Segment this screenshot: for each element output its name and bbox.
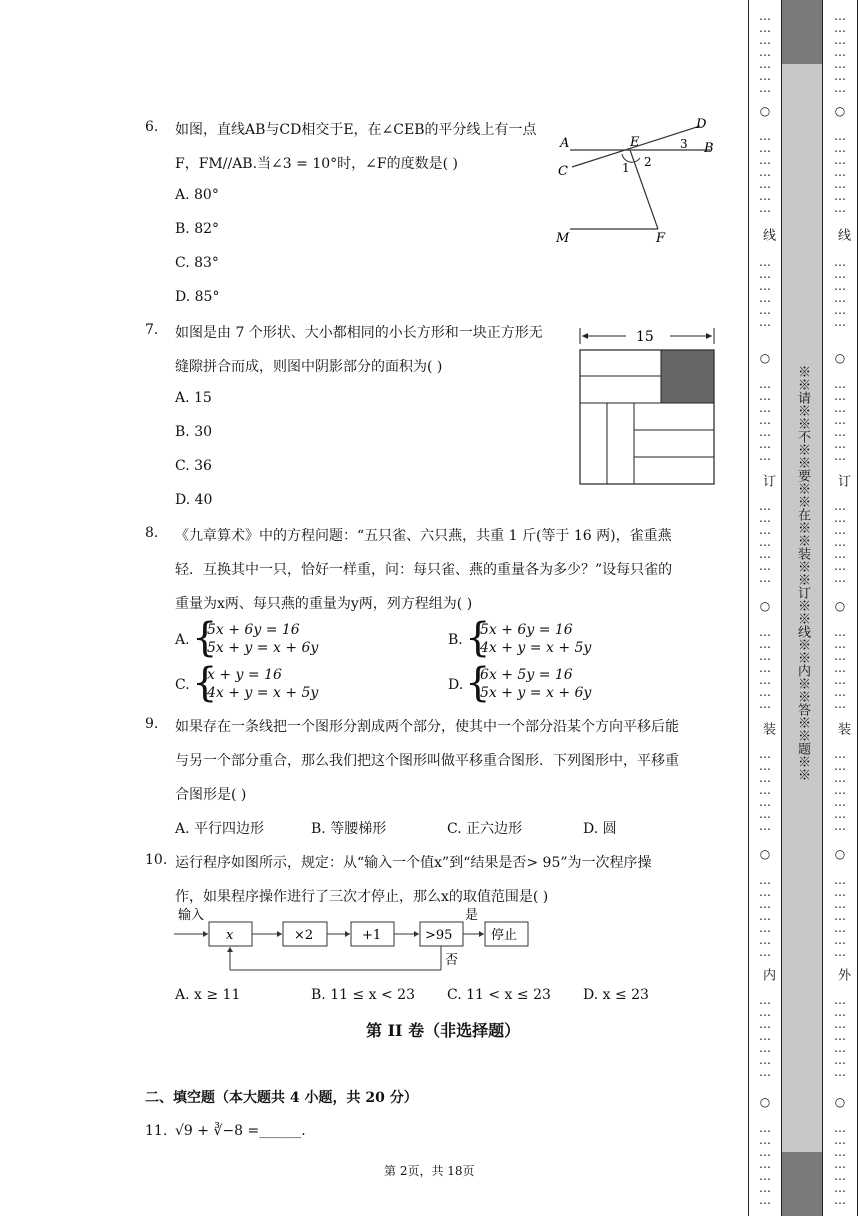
option-d: D. x ≤ 23 — [583, 987, 649, 1003]
section-heading: 二、填空题（本大题共 4 小题，共 20 分） — [145, 1090, 418, 1106]
label-ding: 订 — [760, 474, 775, 487]
question-text: 缝隙拼合而成，则图中阴影部分的面积为( ) — [175, 359, 443, 375]
option-b: B. 等腰梯形 — [311, 821, 387, 837]
flow-stop-box: 停止 — [491, 928, 518, 943]
option-d: D. 85° — [175, 289, 220, 305]
q10-flowchart — [172, 906, 532, 978]
option-b: B. 11 ≤ x < 23 — [311, 987, 415, 1003]
question-text: 《九章算术》中的方程问题：“五只雀、六只燕，共重 1 斤(等于 16 两)，雀重燕 — [175, 528, 672, 544]
label-a: A — [560, 136, 570, 151]
flow-yes-label: 是 — [465, 908, 479, 923]
question-number: 10. — [145, 852, 168, 868]
question-number: 6. — [145, 119, 159, 135]
width-label: 15 — [636, 329, 654, 345]
option-d: D. 圆 — [583, 821, 617, 837]
circle-marker: ○ — [759, 1095, 771, 1109]
q7-rectangle-figure — [578, 322, 718, 488]
question-text: 运行程序如图所示，规定：从“输入一个值x”到“结果是否> 95”为一次程序操 — [175, 855, 652, 871]
label-ding: 订 — [835, 474, 850, 487]
option-b: B. 30 — [175, 424, 213, 440]
option-b: B. 82° — [175, 221, 220, 237]
label-b: B — [704, 141, 714, 156]
circle-marker: ○ — [759, 104, 771, 118]
label-zhuang: 装 — [835, 722, 850, 735]
label-wai: 外 — [835, 968, 850, 981]
question-text: F，FM//AB.当∠3 = 10°时，∠F的度数是( ) — [175, 156, 458, 172]
label-angle-1: 1 — [622, 161, 630, 175]
circle-marker: ○ — [834, 351, 846, 365]
question-text: 作，如果程序操作进行了三次才停止，那么x的取值范围是( ) — [175, 889, 549, 905]
question-number: 9. — [145, 716, 159, 732]
inner-binding-column: … … … … … … … ○ … … … … … … … 线 … … … … … … ○ … … … … … … … 订 … … … … … … … ○ … … … … … … … 装 … … … … … … … ○ … … … … … … … 内 … … … … … … … ○ … … … … … … … — [748, 0, 782, 1216]
option-c: C. 正六边形 — [447, 821, 523, 837]
circle-marker: ○ — [759, 351, 771, 365]
label-m: M — [556, 231, 570, 246]
flow-no-label: 否 — [445, 953, 459, 968]
question-text: 合图形是( ) — [175, 787, 247, 803]
label-f: F — [656, 231, 666, 246]
label-angle-3: 3 — [680, 137, 688, 151]
question-text: 与另一个部分重合，那么我们把这个图形叫做平移重合图形．下列图形中，平移重 — [175, 753, 679, 769]
flow-x-box: x — [226, 928, 234, 943]
label-xian: 线 — [760, 228, 775, 241]
option-a: A. 80° — [175, 187, 219, 203]
band-cap-bottom — [782, 1152, 822, 1216]
question-text: 如果存在一条线把一个图形分割成两个部分，使其中一个部分沿某个方向平移后能 — [175, 719, 679, 735]
q6-geometry-figure — [550, 112, 720, 252]
flow-plus1-box: +1 — [362, 928, 382, 943]
label-xian: 线 — [835, 228, 850, 241]
circle-marker: ○ — [834, 599, 846, 613]
circle-marker: ○ — [759, 599, 771, 613]
question-number: 8. — [145, 525, 159, 541]
option-a: A. x ≥ 11 — [175, 987, 241, 1003]
flow-input-label: 输入 — [178, 908, 205, 923]
option-d: D. 40 — [175, 492, 213, 508]
question-text: √9 + ∛−8 =______. — [175, 1123, 306, 1139]
circle-marker: ○ — [834, 104, 846, 118]
option-c: C. 83° — [175, 255, 219, 271]
option-c: C. 36 — [175, 458, 212, 474]
circle-marker: ○ — [834, 847, 846, 861]
question-text: 轻．互换其中一只，恰好一样重，问：每只雀、燕的重量各为多少？”设每只雀的 — [175, 562, 673, 578]
label-c: C — [558, 164, 568, 179]
flow-gt95-box: >95 — [425, 928, 453, 943]
option-a: A. 15 — [175, 390, 212, 406]
label-zhuang: 装 — [760, 722, 775, 735]
label-angle-2: 2 — [644, 155, 652, 169]
outer-binding-column: … … … … … … … ○ … … … … … … … 线 … … … … … … ○ … … … … … … … 订 … … … … … … … ○ … … … … … … … 装 … … … … … … … ○ … … … … … … … 外 … … … … … … … ○ … … … … … … … — [822, 0, 858, 1216]
no-answer-warning: ※※请※※不※※要※※在※※装※※订※※线※※内※※答※※题※※ — [795, 365, 810, 781]
option-a: A. 平行四边形 — [175, 821, 265, 837]
label-nei: 内 — [760, 968, 775, 981]
part2-title: 第 II 卷（非选择题） — [366, 1021, 521, 1040]
label-e: E — [630, 135, 640, 150]
band-cap-top — [782, 0, 822, 64]
circle-marker: ○ — [759, 847, 771, 861]
question-text: 如图，直线AB与CD相交于E，在∠CEB的平分线上有一点 — [175, 122, 537, 138]
label-d: D — [696, 117, 707, 132]
question-text: 如图是由 7 个形状、大小都相同的小长方形和一块正方形无 — [175, 325, 543, 341]
circle-marker: ○ — [834, 1095, 846, 1109]
option-c: C. 11 < x ≤ 23 — [447, 987, 551, 1003]
warning-band — [782, 0, 822, 1216]
page-footer: 第 2页，共 18页 — [384, 1164, 475, 1178]
flow-times2-box: ×2 — [294, 928, 314, 943]
question-text: 重量为x两、每只燕的重量为y两，列方程组为( ) — [175, 596, 473, 612]
question-number: 7. — [145, 322, 159, 338]
question-number: 11. — [145, 1123, 168, 1139]
